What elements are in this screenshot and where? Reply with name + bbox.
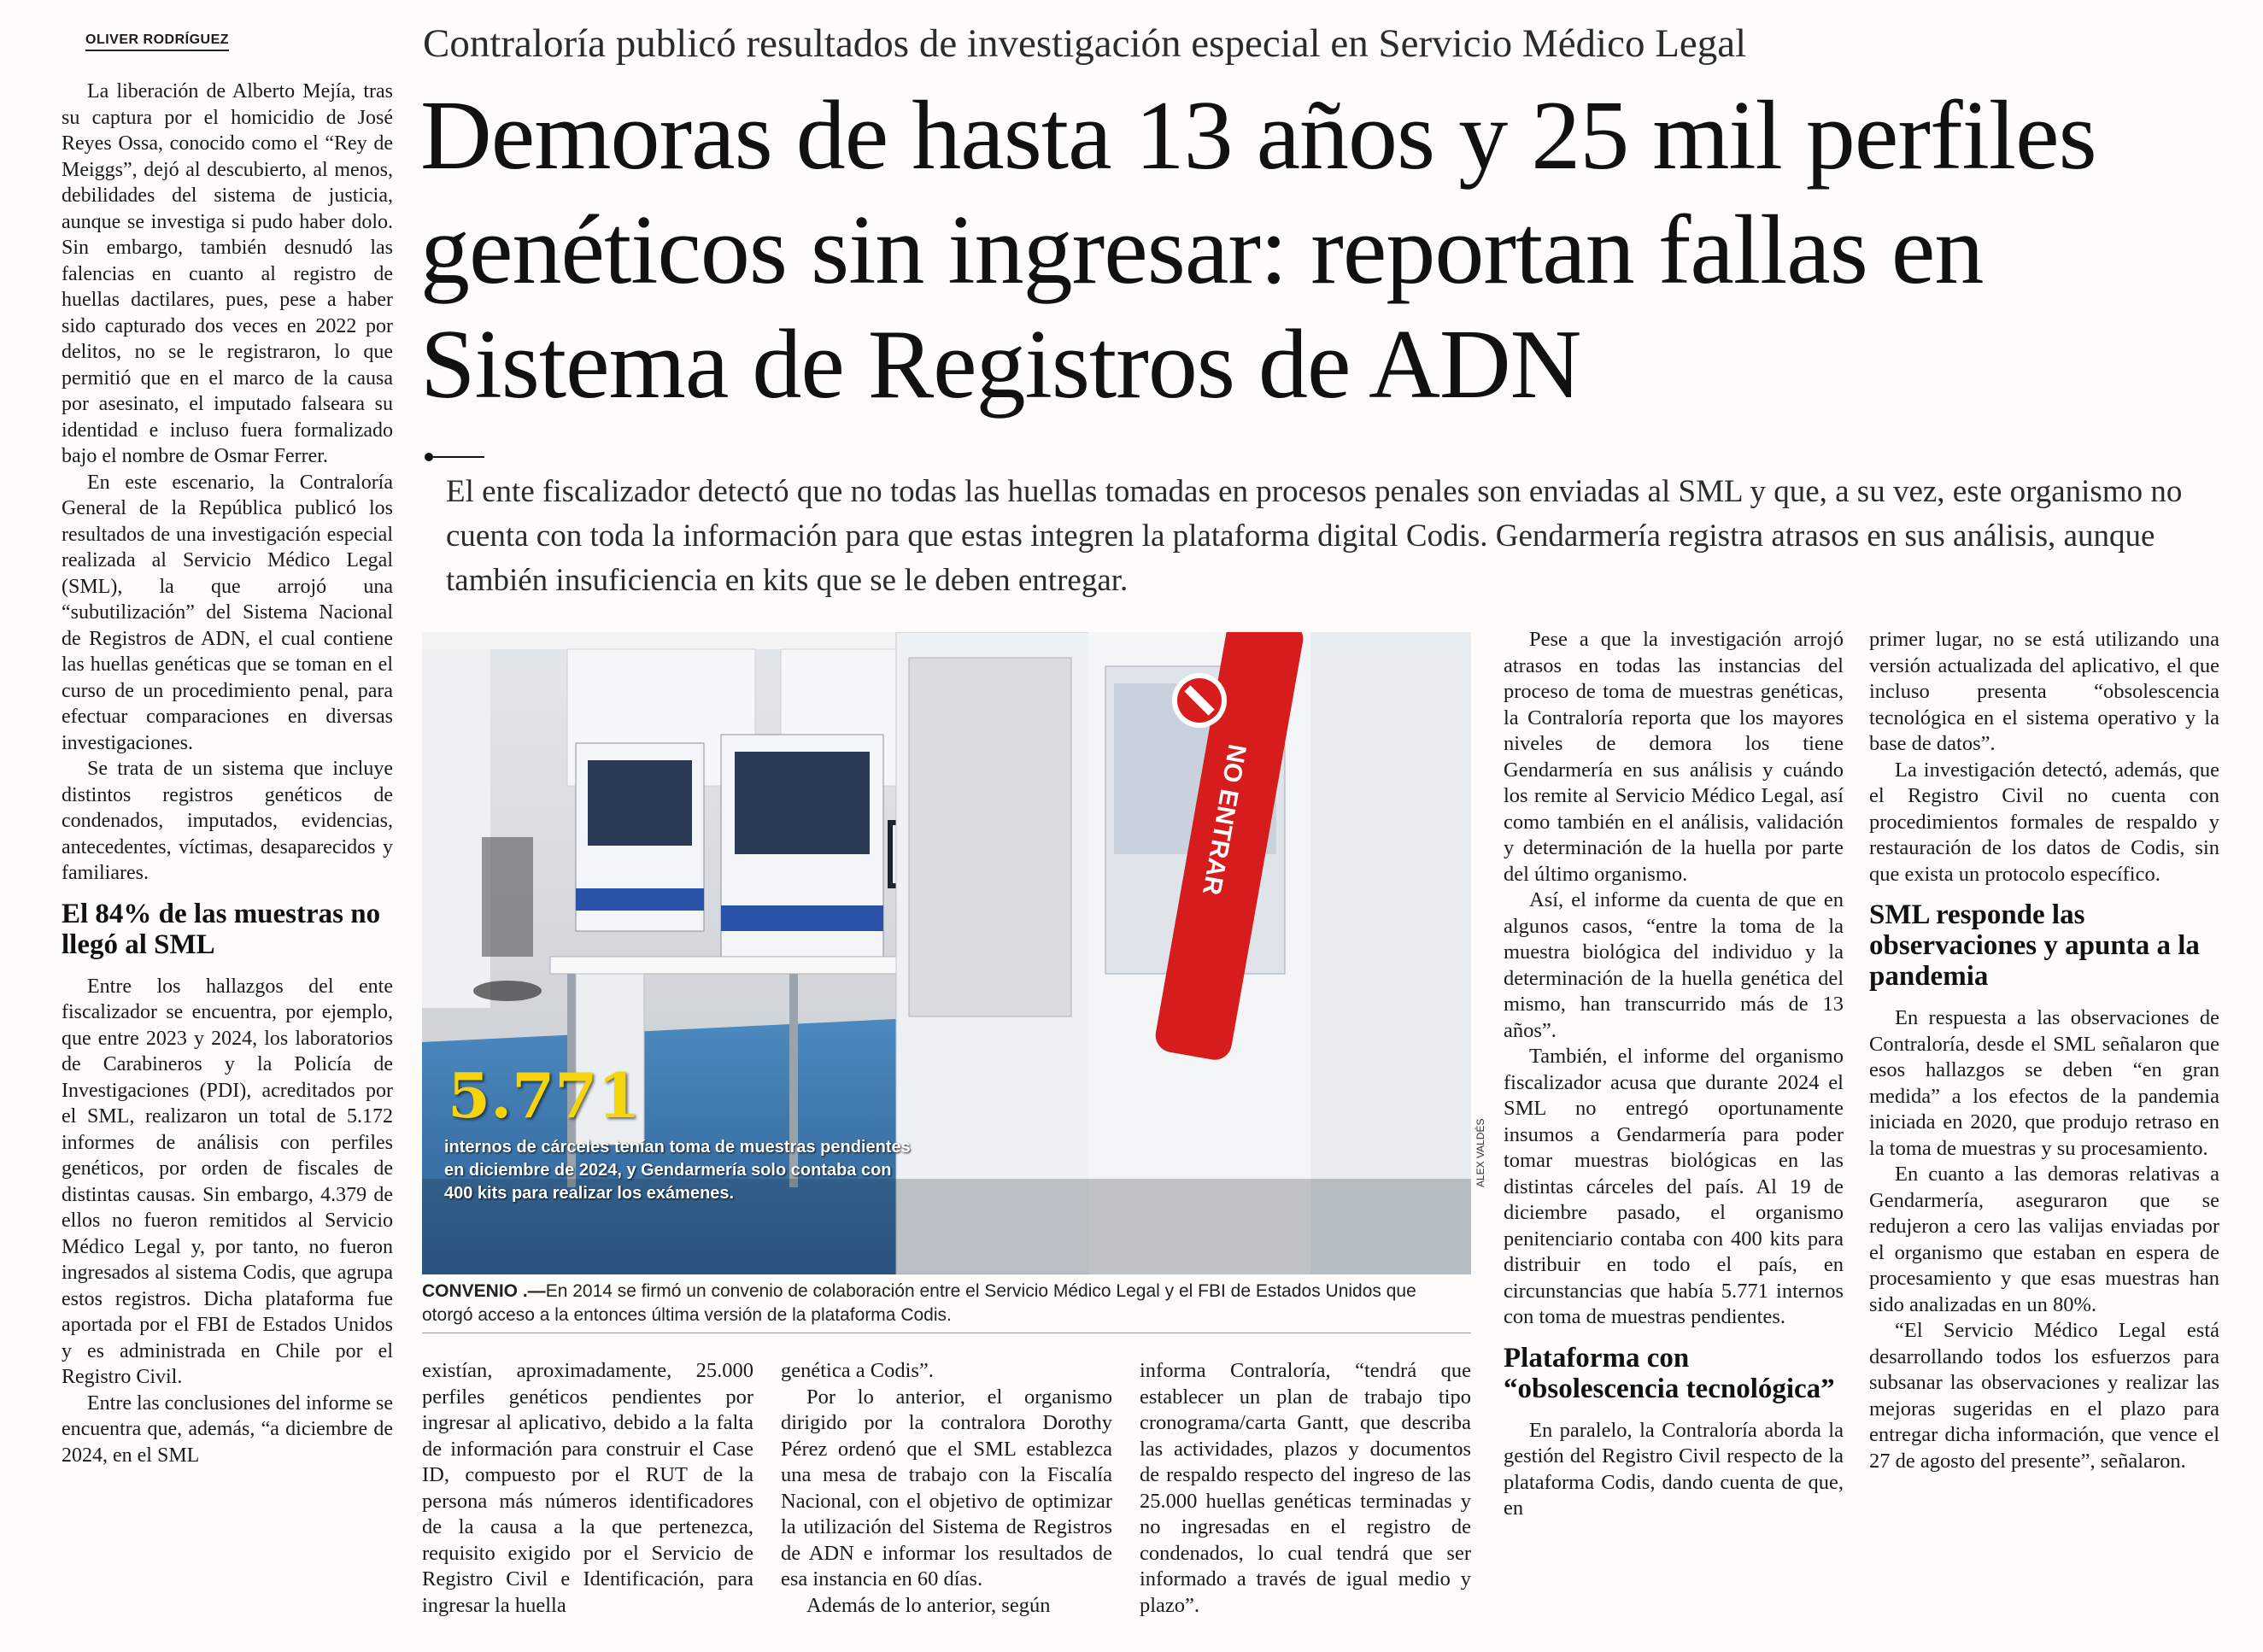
col8-subheading: SML responde las observaciones y apunta a la pandemia: [1869, 899, 2200, 992]
col8-paragraph-3: En respuesta a las observaciones de Contraloría, desde el SML señalaron que esos hallazgos se deben “en gran medida” a los efectos de la pandemia iniciada en 2020, que produjo retraso en la toma de muestras y su procesamiento.: [1869, 1006, 2219, 1160]
photo-credit: ALEX VALDÉS: [1474, 1118, 1486, 1187]
col4-paragraph-1: existían, aproximadamente, 25.000 perfiles genéticos pendientes por ingresar al aplicativo, debido a la falta de información para construir el Case ID, compuesto por el RUT de la persona más números identificadores de la causa a la que pertenezca, requisito exigido por el Servicio de Registro Civil e Identificación, para ingresar la huella: [422, 1359, 753, 1617]
big-number: 5.771: [448, 1059, 641, 1132]
col8-paragraph-5: “El Servicio Médico Legal está desarrollando todos los esfuerzos para subsanar las observaciones y realizar las mejoras sugeridas en el plazo para entregar dicha información, que vence el 27 de agosto del presente”, señalaron.: [1869, 1319, 2219, 1473]
deck: El ente fiscalizador detectó que no todas las huellas tomadas en procesos penales son enviadas al SML y que, a su vez, este organismo no cuenta con toda la información para que estas integren la plataforma digital Codis. Gendarmería registra atrasos en sus análisis, aunque también insuficiencia en kits que se le deben entregar.: [446, 474, 2183, 598]
column-1: [62, 79, 393, 1468]
door-sign-text: NO ENTRAR: [1197, 741, 1252, 898]
caption-label: CONVENIO .—: [422, 1281, 546, 1301]
rule-line: [433, 456, 484, 458]
col5-paragraph-2: Por lo anterior, el organismo dirigido por la contralora Dorothy Pérez ordenó que el SML establezca una mesa de trabajo con la Fiscalía Nacional, con el objetivo de optimizar la utilización del Sistema de Registros de ADN e informar los resultados de esa instancia en 60 días.: [781, 1385, 1112, 1590]
photo-overlay-caption: internos de cárceles tenían toma de muestras pendientes en diciembre de 2024, y Gendarmería solo contaba con 400 kits para realizar los exámenes.: [444, 1138, 911, 1203]
col8-paragraph-1: primer lugar, no se está utilizando una versión actualizada del aplicativo, el que incluso presenta “obsolescencia tecnológica en el sistema operativo y la base de datos”.: [1869, 628, 2219, 755]
rule-dot: [425, 453, 433, 461]
column-6: [1140, 1358, 1471, 1619]
col1-subheading: El 84% de las muestras no llegó al SML: [62, 898, 381, 960]
col1-paragraph-1: La liberación de Alberto Mejía, tras su captura por el homicidio de José Reyes Ossa, conocido como el “Rey de Meiggs”, dejó al descubierto, al menos, debilidades del sistema de justicia, aunque se investiga si pudo haber dolo. Sin embargo, también desnudó las falencias en cuanto al registro de huellas dactilares, pues, pese a haber sido capturado dos veces en 2022 por delitos, no se le registraron, lo que permitió que en el marco de la causa por asesinato, el imputado falseara su identidad e incluso fuera formalizado bajo el nombre de Osmar Ferrer.: [62, 80, 393, 467]
col7-paragraph-3: También, el informe del organismo fiscalizador acusa que durante 2024 el SML no entregó oportunamente insumos a Gendarmería para poder tomar muestras biológicas en las distintas cárceles del país. Al 19 de diciembre pasado, el organismo penitenciario contaba con 400 kits para distribuir en todo el país, en circunstancias que había 5.771 internos con toma de muestras pendientes.: [1504, 1045, 1844, 1328]
col7-paragraph-2: Así, el informe da cuenta de que en algunos casos, “entre la toma de la muestra biológica del individuo y la determinación de la huella genética del mismo, han transcurrido más de 13 años”.: [1504, 888, 1844, 1042]
headline: Demoras de hasta 13 años y 25 mil perfiles genéticos sin ingresar: reportan fallas en Sistema de Registros de ADN: [420, 81, 2096, 419]
column-5: [781, 1358, 1112, 1619]
column-8: [1869, 627, 2219, 1474]
col1-paragraph-4: Entre los hallazgos del ente fiscalizador se encuentra, por ejemplo, que entre 2023 y 2024, los laboratorios de Carabineros y la Policía de Investigaciones (PDI), acreditados por el SML, realizaron un total de 5.172 informes de análisis con perfiles genéticos, por orden de fiscales de distintas causas. Sin embargo, 4.379 de ellos no fueron remitidos al Servicio Médico Legal y, por tanto, no fueron ingresados al sistema Codis, que agrupa estos registros. Dicha plataforma fue aportada por el FBI de Estados Unidos y es administrada en Chile por el Registro Civil.: [62, 975, 393, 1388]
col1-paragraph-5: Entre las conclusiones del informe se encuentra que, además, “a diciembre de 2024, en el SML: [62, 1391, 393, 1467]
col8-paragraph-2: La investigación detectó, además, que el Registro Civil no cuenta con procedimientos formales de respaldo y restauración de los datos de Codis, sin que exista un protocolo específico.: [1869, 758, 2219, 886]
col1-paragraph-3: Se trata de un sistema que incluye distintos registros genéticos de condenados, imputados, evidencias, antecedentes, víctimas, desaparecidos y familiares.: [62, 758, 393, 884]
caption-text: En 2014 se firmó un convenio de colaboración entre el Servicio Médico Legal y el FBI de Estados Unidos que otorgó acceso a la entonces última versión de la plataforma Codis.: [422, 1281, 1416, 1325]
column-4: [422, 1358, 753, 1619]
photo-caption: [422, 1280, 1471, 1333]
col7-paragraph-4: En paralelo, la Contraloría aborda la gestión del Registro Civil respecto de la plataforma Codis, dando cuenta de que, en: [1504, 1418, 1844, 1520]
col5-paragraph-1: genética a Codis”.: [781, 1359, 934, 1382]
lab-photo: [422, 632, 1471, 1274]
byline: OLIVER RODRÍGUEZ: [85, 32, 229, 51]
col7-subheading: Plataforma con “obsolescencia tecnológica”: [1504, 1342, 1835, 1404]
col7-paragraph-1: Pese a que la investigación arrojó atrasos en todas las instancias del proceso de toma de muestras genéticas, la Contraloría reporta que los mayores niveles de demora los tiene Gendarmería en sus análisis y cuándo los remite al Servicio Médico Legal, así como también en el análisis, validación y determinación de la huella por parte del último organismo.: [1504, 628, 1844, 886]
col8-paragraph-4: En cuanto a las demoras relativas a Gendarmería, aseguraron que se redujeron a cero las valijas enviadas por el organismo que estaban en espera de procesamiento y que esas muestras han sido analizadas en un 80%.: [1869, 1163, 2219, 1316]
col6-paragraph-1: informa Contraloría, “tendrá que establecer un plan de trabajo tipo cronograma/carta Gantt, que describa las actividades, plazos y documentos de respaldo respecto del ingreso de las 25.000 huellas genéticas terminadas y no ingresadas en el registro de condenados, lo cual tendrá que ser informado a través de igual medio y plazo”.: [1140, 1359, 1471, 1617]
column-7: [1504, 627, 1844, 1522]
col1-paragraph-2: En este escenario, la Contraloría General de la República publicó los resultados de una investigación especial realizada al Servicio Médico Legal (SML), la que arrojó una “subutilización” del Sistema Nacional de Registros de ADN, el cual contiene las huellas genéticas que se toman en el curso de un procedimiento penal, para efectuar comparaciones en diversas investigaciones.: [62, 471, 393, 754]
col5-paragraph-3: Además de lo anterior, según: [806, 1593, 1051, 1617]
kicker: Contraloría publicó resultados de investigación especial en Servicio Médico Legal: [423, 21, 1747, 66]
